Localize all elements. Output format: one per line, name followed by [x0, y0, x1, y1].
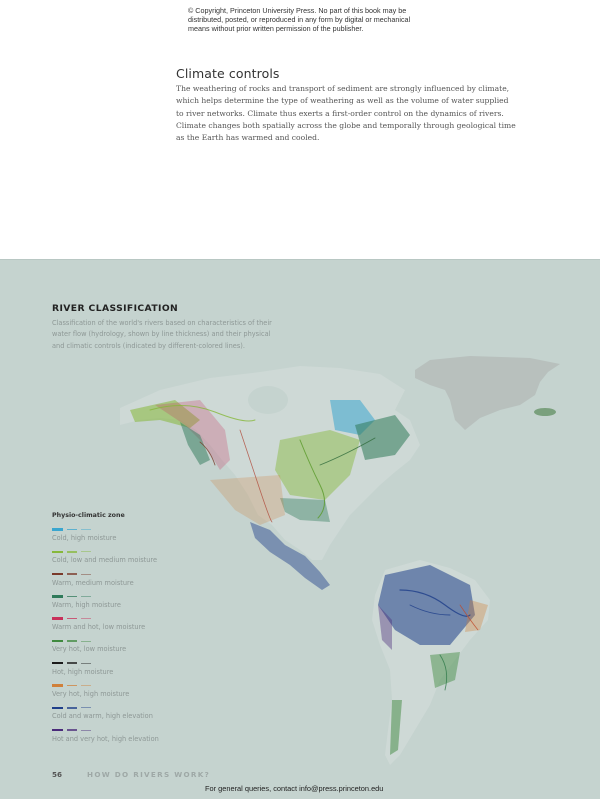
figure-description: Classification of the world's rivers based on characteristics of their water flow (hydrology, shown by line thickness) and their physical and climatic controls (indicated by different-colored lines). [52, 319, 272, 350]
legend-swatch [81, 663, 91, 664]
legend-swatch [67, 596, 77, 598]
line-thickness-swatches [52, 684, 212, 687]
line-thickness-swatches [52, 729, 212, 732]
legend-swatch [67, 729, 77, 731]
copyright-notice: © Copyright, Princeton University Press. No part of this book may be distributed, posted, or reproduced in any form by digital or mechanical means without prior written permission of the publisher. [188, 6, 411, 34]
legend-swatch [67, 707, 77, 709]
legend-swatch [52, 684, 63, 686]
line-thickness-swatches [52, 528, 212, 531]
legend-swatch [52, 662, 63, 664]
legend-label: Very hot, low moisture [52, 645, 127, 654]
legend-swatch [81, 596, 91, 597]
legend-label: Hot and very hot, high elevation [52, 734, 159, 743]
legend-swatch [52, 551, 63, 553]
legend-swatch [52, 729, 63, 731]
line-thickness-swatches [52, 639, 212, 642]
greenland-landmass [415, 356, 560, 430]
legend-swatch [52, 640, 63, 642]
legend-label: Warm, medium moisture [52, 578, 134, 587]
legend-title: Physio-climatic zone [52, 512, 125, 519]
legend-item [52, 662, 212, 684]
legend-item [52, 729, 212, 751]
running-head: HOW DO RIVERS WORK? [87, 770, 211, 779]
legend-swatch [67, 662, 77, 664]
legend-item [52, 617, 212, 639]
map-legend [52, 512, 212, 751]
legend-label: Cold, low and medium moisture [52, 556, 158, 565]
legend-swatch [81, 730, 91, 731]
legend-item [52, 573, 212, 595]
legend-item [52, 684, 212, 706]
legend-swatch [67, 573, 77, 575]
figure-title: RIVER CLASSIFICATION [52, 303, 179, 314]
legend-label: Very hot, high moisture [52, 690, 130, 699]
legend-swatch [81, 618, 91, 619]
legend-swatch [81, 529, 91, 530]
section-heading: Climate controls [176, 66, 280, 81]
hudson-bay [248, 386, 288, 414]
legend-swatch [52, 528, 63, 530]
legend-swatch [67, 640, 77, 642]
line-thickness-swatches [52, 662, 212, 665]
line-thickness-swatches [52, 706, 212, 709]
section-body: The weathering of rocks and transport of sediment are strongly influenced by climate, which helps determine the type of weathering as well as the volume of water supplied to river networks. Climate thus exerts a first-order control on the dynamics of rivers. Climate changes both spatially across the globe and temporally through geological time as the Earth has warmed and cooled. [176, 84, 516, 143]
legend-swatch [52, 595, 63, 597]
page-number: 56 [52, 770, 63, 779]
legend-swatch [81, 551, 91, 552]
legend-swatch [52, 617, 63, 619]
line-thickness-swatches [52, 573, 212, 576]
river-classification-figure [0, 259, 600, 799]
legend-swatch [81, 574, 91, 575]
legend-item [52, 706, 212, 728]
climate-controls-section [176, 66, 516, 144]
legend-item [52, 528, 212, 550]
legend-swatch [81, 641, 91, 642]
legend-label: Cold and warm, high elevation [52, 712, 153, 721]
legend-item [52, 595, 212, 617]
legend-label: Warm and hot, low moisture [52, 623, 146, 632]
legend-swatch [67, 529, 77, 531]
legend-swatch [52, 707, 63, 709]
legend-label: Hot, high moisture [52, 667, 114, 676]
legend-swatch [67, 685, 77, 687]
line-thickness-swatches [52, 595, 212, 598]
contact-line: For general queries, contact info@press.princeton.edu [205, 784, 384, 793]
line-thickness-swatches [52, 550, 212, 553]
line-thickness-swatches [52, 617, 212, 620]
legend-item [52, 639, 212, 661]
legend-swatch [67, 551, 77, 553]
iceland-landmass [534, 408, 556, 416]
legend-swatch [67, 618, 77, 620]
legend-label: Warm, high moisture [52, 600, 121, 609]
legend-label: Cold, high moisture [52, 534, 117, 542]
legend-swatch [81, 685, 91, 686]
legend-swatch [81, 707, 91, 708]
legend-item [52, 550, 212, 572]
legend-swatch [52, 573, 63, 575]
